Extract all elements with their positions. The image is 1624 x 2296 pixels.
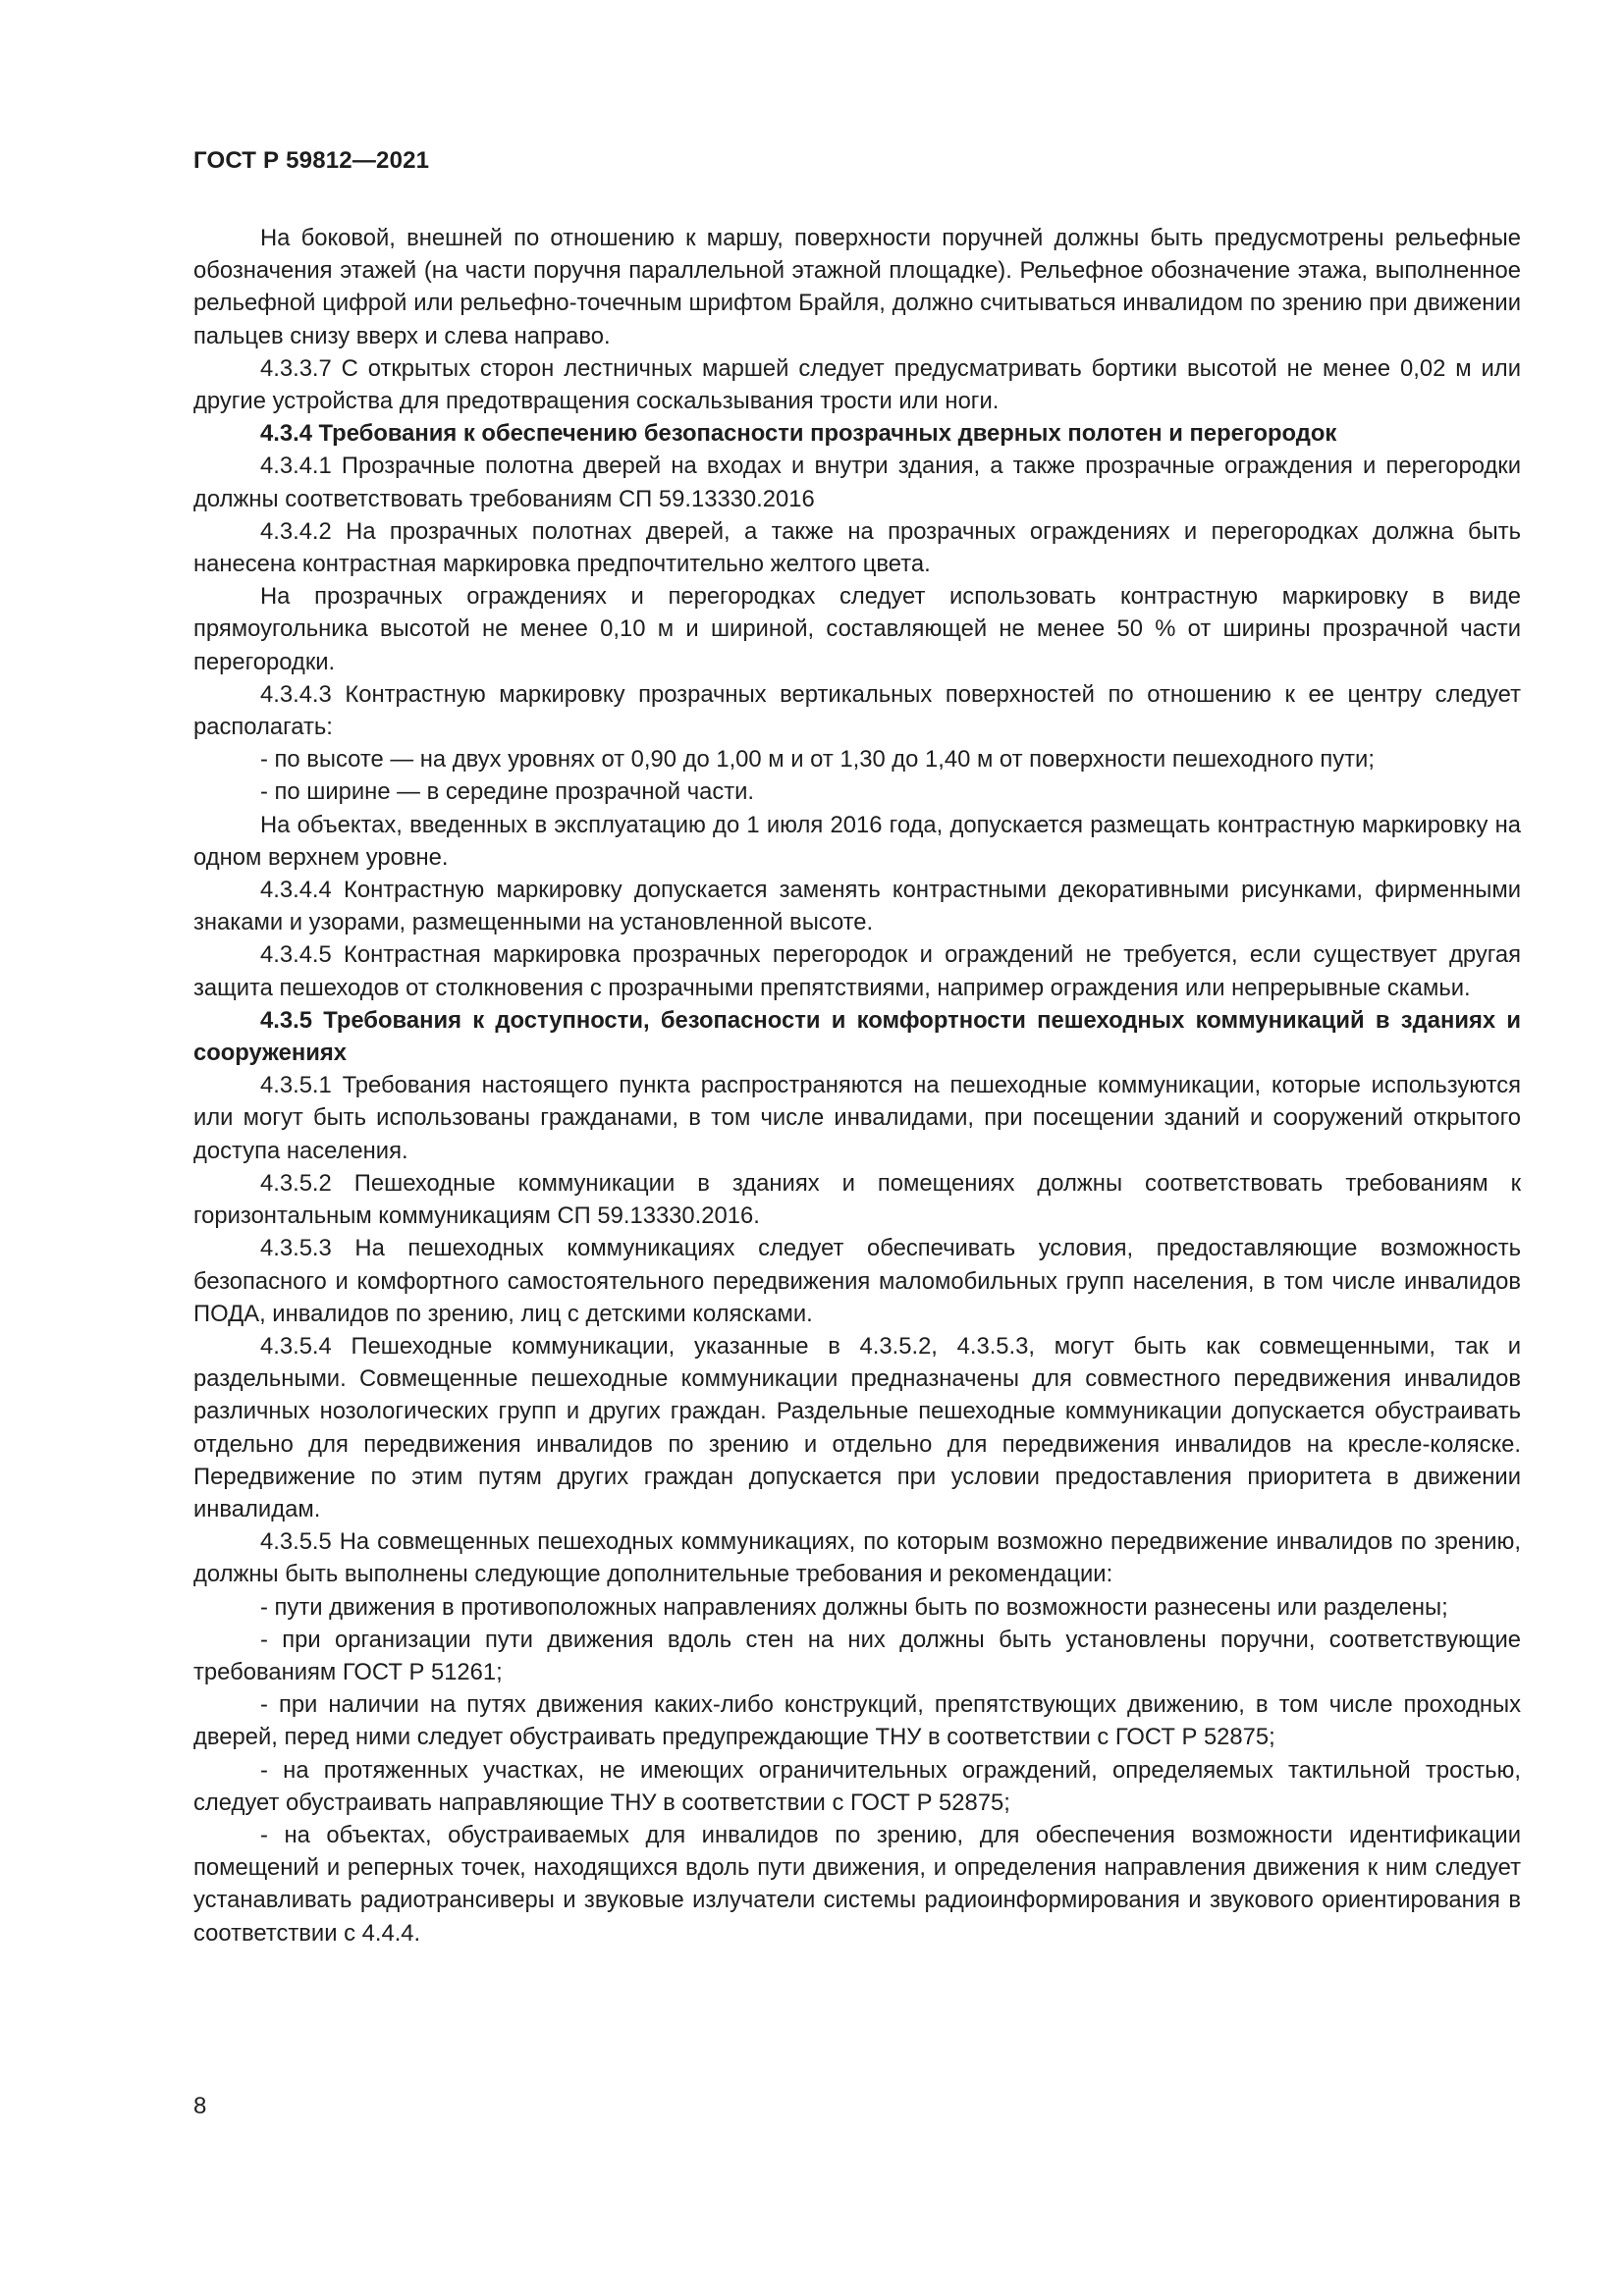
list-item: - по высоте — на двух уровнях от 0,90 до 1,00 м и от 1,30 до 1,40 м от поверхности пешеходного пути; bbox=[260, 746, 1375, 774]
paragraph: 4.3.5.5 На совмещенных пешеходных коммуникациях, по которым возможно передвижение инвалидов по зрению, должны быть выполнены следующие дополнительные требования и рекомендации: bbox=[193, 1528, 1521, 1588]
section-heading-4-3-5: 4.3.5 Требования к доступности, безопасности и комфортности пешеходных коммуникаций в зданиях и сооружениях bbox=[193, 1006, 1521, 1067]
paragraph: 4.3.3.7 С открытых сторон лестничных маршей следует предусматривать бортики высотой не менее 0,02 м или другие устройства для предотвращения соскальзывания трости или ноги. bbox=[193, 354, 1521, 415]
list-item: - при наличии на путях движения каких-либо конструкций, препятствующих движению, в том числе проходных дверей, перед ними следует обустраивать предупреждающие ТНУ в соответствии с ГОСТ Р 52875; bbox=[193, 1691, 1521, 1751]
paragraph: 4.3.4.2 На прозрачных полотнах дверей, а также на прозрачных ограждениях и перегородках должна быть нанесена контрастная маркировка предпочтительно желтого цвета. bbox=[193, 517, 1521, 578]
document-code-header: ГОСТ Р 59812—2021 bbox=[193, 147, 430, 174]
paragraph: 4.3.4.1 Прозрачные полотна дверей на входах и внутри здания, а также прозрачные ограждения и перегородки должны соответствовать требованиям СП 59.13330.2016 bbox=[193, 453, 1521, 512]
list-item: - на протяженных участках, не имеющих ограничительных ограждений, определяемых тактильной тростью, следует обустраивать направляющие ТНУ в соответствии с ГОСТ Р 52875; bbox=[193, 1756, 1521, 1816]
paragraph: 4.3.5.1 Требования настоящего пункта распространяются на пешеходные коммуникации, которые используются или могут быть использованы гражданами, в том числе инвалидами, при посещении зданий и сооружений открытого доступа населения. bbox=[193, 1072, 1521, 1164]
paragraph: На объектах, введенных в эксплуатацию до 1 июля 2016 года, допускается размещать контрастную маркировку на одном верхнем уровне. bbox=[193, 811, 1521, 871]
list-item: - при организации пути движения вдоль стен на них должны быть установлены поручни, соответствующие требованиям ГОСТ Р 51261; bbox=[193, 1626, 1521, 1685]
paragraph: 4.3.5.4 Пешеходные коммуникации, указанные в 4.3.5.2, 4.3.5.3, могут быть как совмещенными, так и раздельными. Совмещенные пешеходные коммуникации предназначены для совместного передвижения инвалидов различных нозологических групп и других граждан. Раздельные пешеходные коммуникации допускается обустраивать отдельно для передвижения инвалидов по зрению и отдельно для передвижения инвалидов на кресле-коляске. Передвижение по этим путям других граждан допускается при условии предоставления приоритета в движении инвалидам. bbox=[193, 1332, 1521, 1522]
paragraph: 4.3.4.3 Контрастную маркировку прозрачных вертикальных поверхностей по отношению к ее центру следует располагать: bbox=[193, 680, 1521, 741]
document-body bbox=[193, 222, 1521, 1949]
paragraph: На прозрачных ограждениях и перегородках следует использовать контрастную маркировку в виде прямоугольника высотой не менее 0,10 м и шириной, составляющей не менее 50 % от ширины прозрачной части перегородки. bbox=[193, 583, 1521, 675]
list-item: - пути движения в противоположных направлениях должны быть по возможности разнесены или разделены; bbox=[260, 1593, 1448, 1621]
paragraph: 4.3.4.4 Контрастную маркировку допускается заменять контрастными декоративными рисунками, фирменными знаками и узорами, размещенными на установленной высоте. bbox=[193, 877, 1521, 936]
list-item: - на объектах, обустраиваемых для инвалидов по зрению, для обеспечения возможности идентификации помещений и реперных точек, находящихся вдоль пути движения, и определения направления движения к ним следует устанавливать радиотрансиверы и звуковые излучатели системы радиоинформирования и звукового ориентирования в соответствии с 4.4.4. bbox=[193, 1821, 1521, 1947]
section-heading-4-3-4: 4.3.4 Требования к обеспечению безопасности прозрачных дверных полотен и перегородок bbox=[260, 420, 1337, 448]
paragraph: 4.3.5.2 Пешеходные коммуникации в зданиях и помещениях должны соответствовать требованиям к горизонтальным коммуникациям СП 59.13330.2016. bbox=[193, 1169, 1521, 1230]
page-number: 8 bbox=[193, 2093, 207, 2119]
paragraph: 4.3.4.5 Контрастная маркировка прозрачных перегородок и ограждений не требуется, если существует другая защита пешеходов от столкновения с прозрачными препятствиями, например ограждения или непрерывные скамьи. bbox=[193, 941, 1521, 1001]
paragraph: 4.3.5.3 На пешеходных коммуникациях следует обеспечивать условия, предоставляющие возможность безопасного и комфортного самостоятельного передвижения маломобильных групп населения, в том числе инвалидов ПОДА, инвалидов по зрению, лиц с детскими колясками. bbox=[193, 1235, 1521, 1327]
paragraph: На боковой, внешней по отношению к маршу, поверхности поручней должны быть предусмотрены рельефные обозначения этажей (на части поручня параллельной этажной площадке). Рельефное обозначение этажа, выполненное рельефной цифрой или рельефно-точечным шрифтом Брайля, должно считываться инвалидом по зрению при движении пальцев снизу вверх и слева направо. bbox=[193, 225, 1521, 349]
list-item: - по ширине — в середине прозрачной части. bbox=[260, 778, 755, 806]
